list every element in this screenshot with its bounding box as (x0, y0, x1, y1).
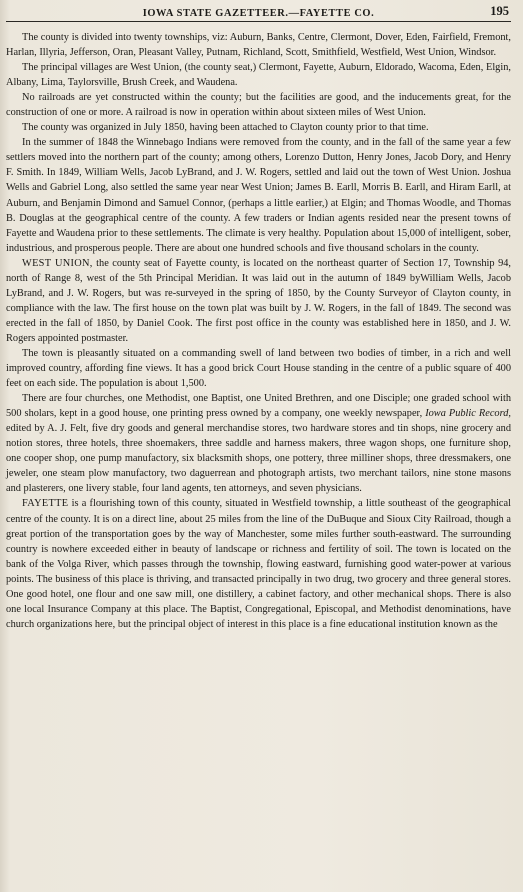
paragraph-businesses (6, 391, 511, 496)
paragraph-railroads: No railroads are yet constructed within the county; but the facilities are good, and the inducements great, for the construction of one or more. A railroad is now in operation within about sixteen miles of West Union. (6, 92, 511, 119)
running-title: IOWA STATE GAZETTEER.—FAYETTE CO. (142, 8, 375, 19)
newspaper-title: Iowa Public Record, (425, 408, 511, 420)
fayette-heading: FAYETTE (22, 498, 69, 510)
west-union-heading: WEST UNION, (22, 257, 93, 269)
body-text (6, 30, 511, 632)
paragraph-town-situation: The town is pleasantly situated on a commanding swell of land between two bodies of timber, in a rich and well improved country, affording fine views. It has a good brick Court House standing in the centre of a public square of 400 feet on each side. The population is about 1,500. (6, 347, 511, 390)
paragraph-history: In the summer of 1848 the Winnebago Indians were removed from the county, and in the fall of the same year a few settlers moved into the northern part of the county; among others, Lorenzo Dutton, Henry Jones, Jacob Dory, and Henry F. Smith. In 1849, William Wells, Jacob LyBrand, and J. W. Rogers, settled and laid out the town of West Union. Joshua Wells and Gabriel Long, also settled the same year near West Union; James B. Earll, Morris B. Earll, and Hiram Earll, at Auburn, and Benjamin Dimond and Samuel Connor, (perhaps a little earlier,) at Elgin; and Thomas Woodle, and Thomas B. Douglas at the geographical centre of the county. A few traders or Indian agents resided near the present towns of Fayette and Waudena prior to these settlements. The climate is very healthy. Population about 15,000 of intelligent, sober, industrious, and prosperous people. There are about one hundred schools and five thousand scholars in the county. (6, 137, 511, 254)
paragraph-west-union (6, 256, 511, 346)
west-union-text: the county seat of Fayette county, is located on the northeast quarter of Section 17, Township 94, north of Range 8, west of the 5th Principal Meridian. It was laid out in the autumn of 1849 byWilliam Wells, Jacob LyBrand, and J. W. Rogers, but was re-surveyed in the spring of 1850, by the County Surveyor of Clayton county, in compliance with the law. The first house on the town plat was built by J. W. Rogers, in the fall of 1849. The second was erected in the fall of 1850, by Daniel Cook. The first post office in the county was established here in 1850, and J. W. Rogers appointed postmaster. (6, 257, 511, 344)
page-number: 195 (490, 4, 509, 18)
businesses-text-end: edited by A. J. Felt, five dry goods and general merchandise stores, two hardware stores and tin shops, nine grocery and notion stores, three hotels, three shoemakers, three saddle and harness makers, three wagon shops, one furniture shop, one cooper shop, one pump manufactory, six blacksmith shops, one pottery, three milliner shops, three dressmakers, one jeweler, one steam plow manufactory, two daguerrean and photograph artists, two merchant tailors, nine stone masons and plasterers, one livery stable, four land agents, ten attorneys, and seven physicians. (6, 423, 511, 495)
page-header (6, 3, 511, 22)
fayette-text: is a flourishing town of this county, situated in Westfield township, a little southeast of the geographical centre of the county. It is on a direct line, about 25 miles from the line of the DuBuque and Sioux City Railroad, though a great portion of the transportation goes by the way of Manchester, some miles further south-eastward. The surrounding country is nowhere exceeded either in beauty of landscape or richness and fertility of soil. The town is located on the bank of the Volga River, which passes through the township, flowing eastward, furnishing good water-power at various points. The business of this place is thriving, and transacted principally in two drug, two grocery and three general stores. One good hotel, one flour and one saw mill, one distillery, a cabinet factory, and other mechanical shops. There is also one local Insurance Company at this place. The Baptist, Congregational, Episcopal, and Methodist denominations, have church organizations here, but the principal object of interest in this place is a fine educational institution known as the (6, 498, 511, 630)
paragraph-fayette (6, 496, 511, 631)
paragraph-organization: The county was organized in July 1850, having been attached to Clayton county prior to that time. (22, 122, 429, 134)
paragraph-townships: The county is divided into twenty townships, viz: Auburn, Banks, Centre, Clermont, Dover, Eden, Fairfield, Fremont, Harlan, Illyria, Jefferson, Oran, Pleasant Valley, Putnam, Richland, Scott, Smithfield, Westfield, West Union, Windsor. (6, 32, 511, 59)
paragraph-villages: The principal villages are West Union, (the county seat,) Clermont, Fayette, Auburn, Eldorado, Wacoma, Eden, Elgin, Albany, Lima, Taylorsville, Brush Creek, and Waudena. (6, 62, 511, 89)
businesses-text-start: There are four churches, one Methodist, one Baptist, one United Brethren, and one Disciple; one graded school with 500 sholars, kept in a good house, one printing press owned by a company, one weekly newspaper, (6, 393, 511, 420)
